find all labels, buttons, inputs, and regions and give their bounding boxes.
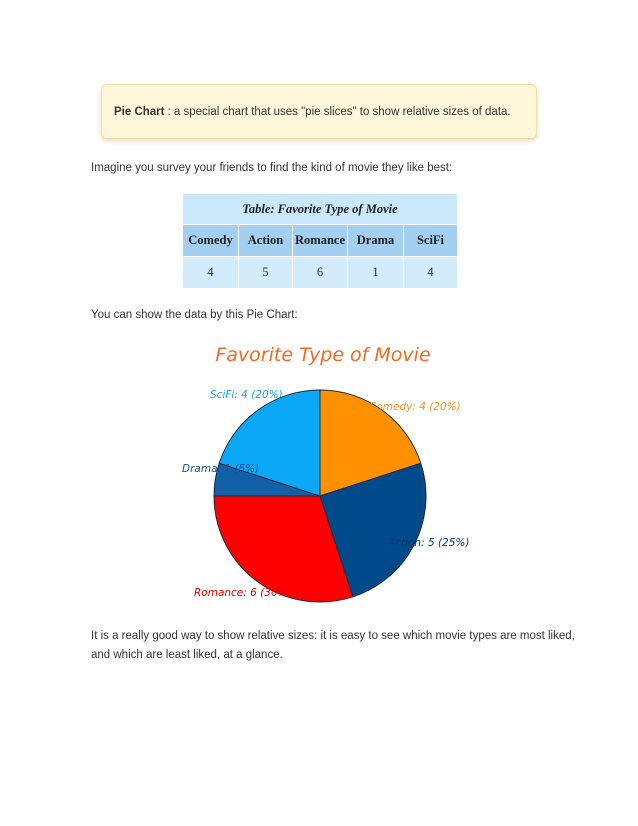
table-header-drama: Drama [348, 225, 404, 257]
closing-line-1: It is a really good way to show relative sizes: it is easy to see which movie types are most liked, [91, 630, 575, 642]
closing-text [91, 627, 575, 665]
slice-label-scifi: SciFi: 4 (20%) [210, 389, 283, 401]
show-text: You can show the data by this Pie Chart: [91, 309, 298, 321]
table-header-scifi: SciFi [404, 225, 458, 257]
table-header-action: Action [239, 225, 293, 257]
chart-title: Favorite Type of Movie [215, 344, 431, 366]
table-value-scifi: 4 [404, 257, 458, 289]
table-header-comedy: Comedy [183, 225, 239, 257]
table-value-comedy: 4 [183, 257, 239, 289]
closing-line-2: and which are least liked, at a glance. [91, 649, 283, 661]
slice-label-romance: Romance: 6 (30%) [194, 587, 292, 599]
slice-label-action: Action: 5 (25%) [388, 537, 470, 549]
table-value-romance: 6 [293, 257, 348, 289]
table-value-action: 5 [239, 257, 293, 289]
intro-text: Imagine you survey your friends to find the kind of movie they like best: [91, 162, 453, 174]
table-header-romance: Romance [293, 225, 348, 257]
table-title: Table: Favorite Type of Movie [183, 194, 458, 225]
callout-definition: : a special chart that uses "pie slices" to show relative sizes of data. [167, 105, 511, 118]
table-value-drama: 1 [348, 257, 404, 289]
slice-label-drama: Drama: 1 (5%) [182, 463, 260, 475]
callout-term: Pie Chart [114, 105, 165, 118]
slice-label-comedy: Comedy: 4 (20%) [369, 401, 461, 413]
